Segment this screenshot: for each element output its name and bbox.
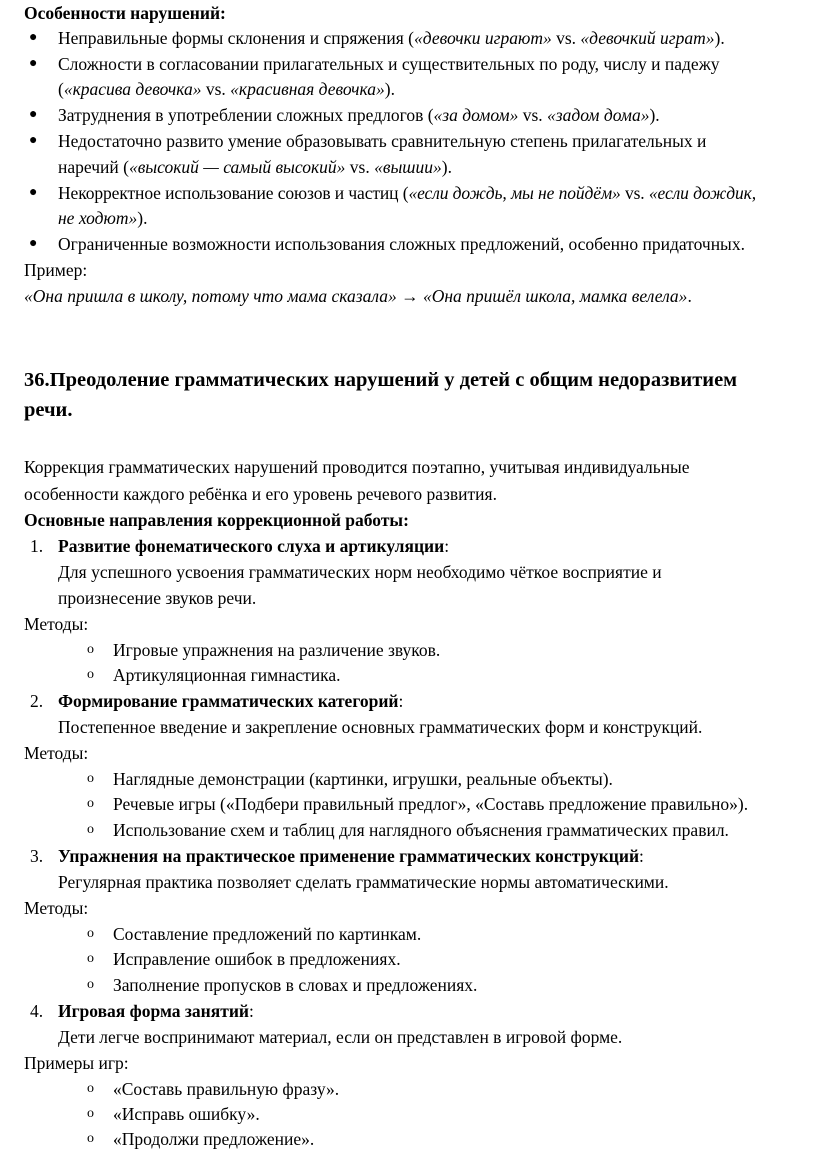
example-label: Пример: [24,260,88,280]
circle-bullet-icon: o [87,1131,94,1146]
direction-number: 4. [30,1001,44,1021]
method-item: Наглядные демонстрации (картинки, игрушки, реальные объекты). [113,769,613,789]
directions-title: Основные направления коррекционной работы: [24,510,409,530]
section-title-violations: Особенности нарушений: [24,3,226,23]
list-item: Затруднения в употреблении сложных предлогов («за домом» vs. «задом дома»). [58,105,660,125]
bullet-icon: ● [29,30,38,45]
methods-label: Методы: [24,614,89,634]
list-item-continuation: не ходют»). [58,208,148,228]
bullet-icon: ● [29,133,38,148]
circle-bullet-icon: o [87,977,94,992]
circle-bullet-icon: o [87,1106,94,1121]
method-item: «Составь правильную фразу». [113,1079,340,1099]
method-item: Игровые упражнения на различение звуков. [113,640,441,660]
list-item: Ограниченные возможности использования сложных предложений, особенно придаточных. [58,234,745,254]
circle-bullet-icon: o [87,926,94,941]
method-item: Артикуляционная гимнастика. [113,665,341,685]
circle-bullet-icon: o [87,642,94,657]
circle-bullet-icon: o [87,951,94,966]
section-heading: 36.Преодоление грамматических нарушений у детей с общим недоразвитием [24,369,738,391]
list-item-continuation: («красива девочка» vs. «красивная девочка»). [58,79,395,99]
direction-number: 2. [30,691,44,711]
intro-paragraph: Коррекция грамматических нарушений проводится поэтапно, учитывая индивидуальные [24,457,690,477]
list-item: Неправильные формы склонения и спряжения («девочки играют» vs. «девочкий играт»). [58,28,725,48]
direction-title: Игровая форма занятий: [58,1001,254,1021]
circle-bullet-icon: o [87,667,94,682]
intro-paragraph-continuation: особенности каждого ребёнка и его уровень речевого развития. [24,484,497,504]
method-item: «Продолжи предложение». [113,1129,315,1149]
direction-description-continuation: произнесение звуков речи. [58,588,257,608]
direction-description: Дети легче воспринимают материал, если он представлен в игровой форме. [58,1027,623,1047]
direction-title: Формирование грамматических категорий: [58,691,404,711]
method-item: Исправление ошибок в предложениях. [113,949,401,969]
circle-bullet-icon: o [87,822,94,837]
list-item: Недостаточно развито умение образовывать сравнительную степень прилагательных и [58,131,707,151]
section-heading-continuation: речи. [24,399,73,421]
list-item: Некорректное использование союзов и частиц («если дождь, мы не пойдём» vs. «если дождик, [58,183,756,203]
example-sentence: «Она пришла в школу, потому что мама сказала» → «Она пришёл школа, мамка велела». [24,286,692,306]
method-item: Составление предложений по картинкам. [113,924,422,944]
methods-label: Методы: [24,898,89,918]
bullet-icon: ● [29,185,38,200]
method-item: «Исправь ошибку». [113,1104,260,1124]
circle-bullet-icon: o [87,771,94,786]
list-item-continuation: наречий («высокий — самый высокий» vs. «вышии»). [58,157,452,177]
method-item: Речевые игры («Подбери правильный предлог», «Составь предложение правильно»). [113,794,749,814]
direction-number: 3. [30,846,44,866]
method-item: Использование схем и таблиц для наглядного объяснения грамматических правил. [113,820,729,840]
circle-bullet-icon: o [87,796,94,811]
direction-title: Упражнения на практическое применение грамматических конструкций: [58,846,644,866]
list-item: Сложности в согласовании прилагательных и существительных по роду, числу и падежу [58,54,720,74]
direction-description: Постепенное введение и закрепление основных грамматических форм и конструкций. [58,717,703,737]
methods-label: Примеры игр: [24,1053,129,1073]
direction-title: Развитие фонематического слуха и артикуляции: [58,536,450,556]
bullet-icon: ● [29,56,38,71]
methods-label: Методы: [24,743,89,763]
direction-description: Для успешного усвоения грамматических норм необходимо чёткое восприятие и [58,562,662,582]
circle-bullet-icon: o [87,1081,94,1096]
direction-number: 1. [30,536,44,556]
bullet-icon: ● [29,236,38,251]
bullet-icon: ● [29,107,38,122]
method-item: Заполнение пропусков в словах и предложениях. [113,975,478,995]
direction-description: Регулярная практика позволяет сделать грамматические нормы автоматическими. [58,872,669,892]
